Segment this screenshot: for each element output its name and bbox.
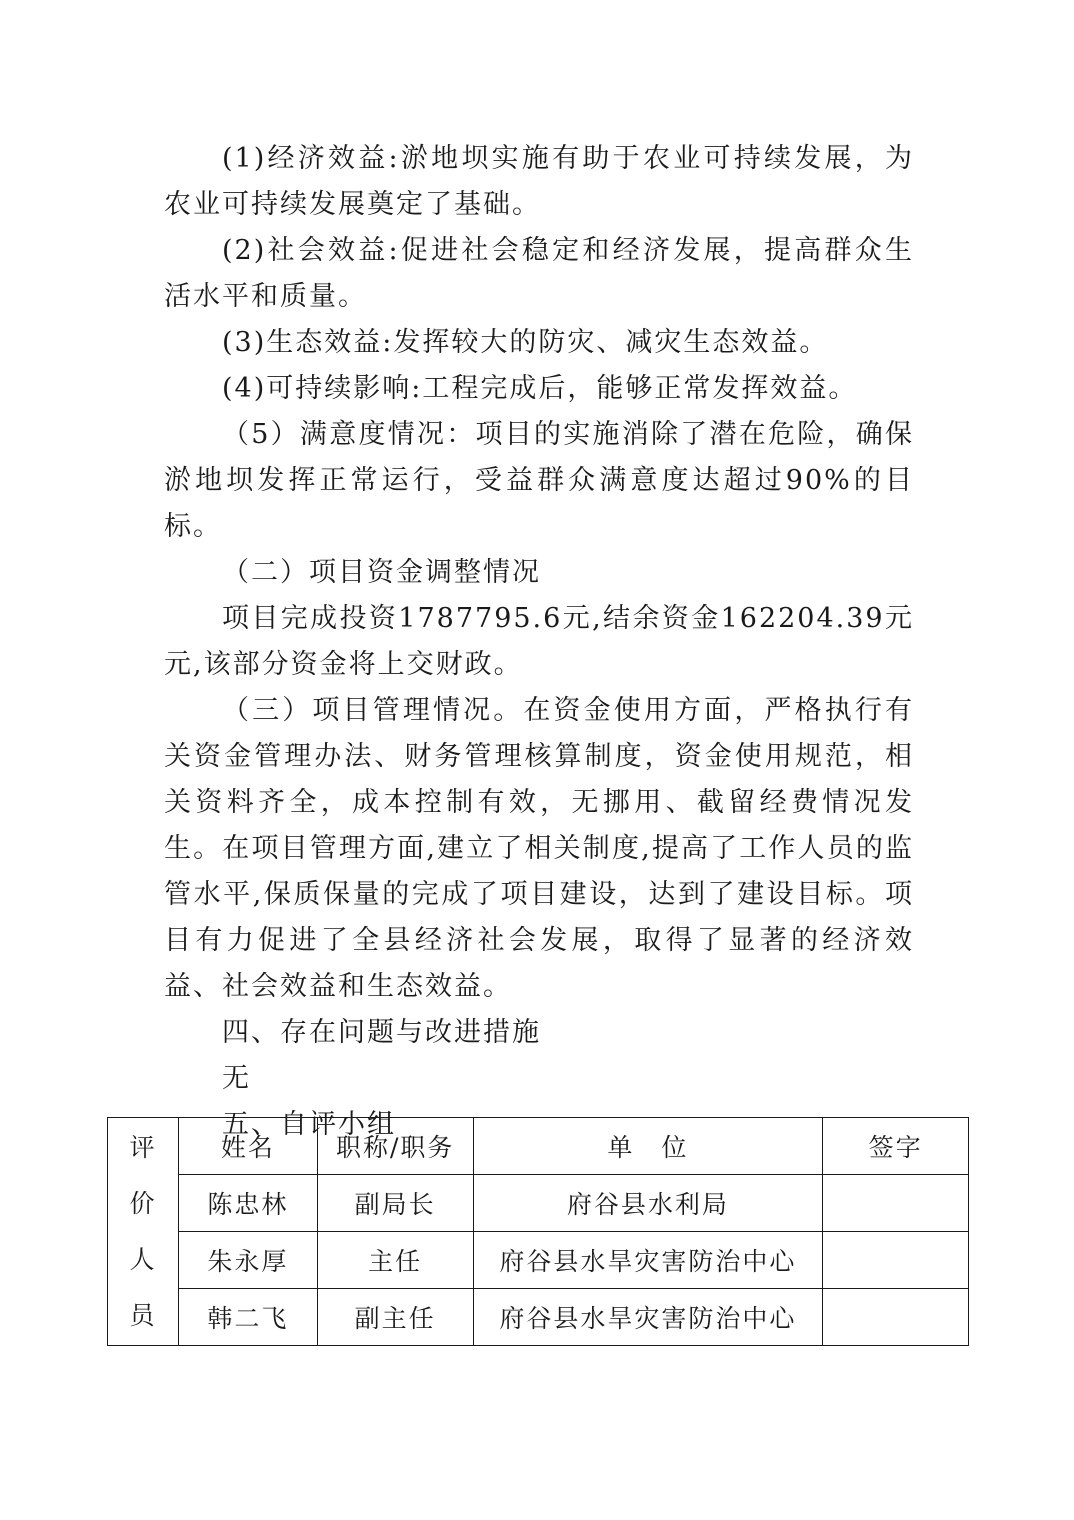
member-title: 主任 bbox=[317, 1232, 473, 1289]
member-unit: 府谷县水利局 bbox=[473, 1175, 823, 1232]
paragraph-fund-adjustment: 项目完成投资1787795.6元,结余资金162204.39元元,该部分资金将上交财政。 bbox=[164, 603, 914, 680]
table-row bbox=[108, 1232, 969, 1289]
member-unit: 府谷县水旱灾害防治中心 bbox=[473, 1232, 823, 1289]
paragraph-sustainable-impact: (4)可持续影响:工程完成后，能够正常发挥效益。 bbox=[222, 373, 858, 404]
table-row bbox=[108, 1289, 969, 1346]
paragraph-ecological-benefit: (3)生态效益:发挥较大的防灾、减灾生态效益。 bbox=[222, 327, 829, 358]
header-signature: 签字 bbox=[823, 1118, 969, 1175]
paragraph-issues-none: 无 bbox=[222, 1063, 251, 1094]
table-row bbox=[108, 1175, 969, 1232]
heading-fund-adjustment: （二）项目资金调整情况 bbox=[222, 557, 541, 588]
member-title: 副局长 bbox=[317, 1175, 473, 1232]
member-signature bbox=[823, 1232, 969, 1289]
member-title: 副主任 bbox=[317, 1289, 473, 1346]
table-header-row bbox=[108, 1118, 969, 1175]
side-label-char: 员 bbox=[129, 1300, 157, 1330]
body-text bbox=[164, 136, 914, 1148]
header-title: 职称/职务 bbox=[317, 1118, 473, 1175]
side-label-char: 人 bbox=[129, 1244, 157, 1274]
header-unit: 单 位 bbox=[473, 1118, 823, 1175]
heading-issues-improvements: 四、存在问题与改进措施 bbox=[222, 1017, 541, 1048]
evaluators-side-label bbox=[108, 1118, 179, 1346]
member-signature bbox=[823, 1289, 969, 1346]
side-label-char: 评 bbox=[129, 1132, 157, 1162]
member-unit: 府谷县水旱灾害防治中心 bbox=[473, 1289, 823, 1346]
member-name: 陈忠林 bbox=[178, 1175, 317, 1232]
side-label-char: 价 bbox=[129, 1188, 157, 1218]
member-name: 朱永厚 bbox=[178, 1232, 317, 1289]
member-name: 韩二飞 bbox=[178, 1289, 317, 1346]
paragraph-satisfaction: （5）满意度情况：项目的实施消除了潜在危险，确保淤地坝发挥正常运行，受益群众满意度达超过90%的目标。 bbox=[164, 419, 914, 542]
evaluation-team-table bbox=[107, 1117, 969, 1346]
header-name: 姓名 bbox=[178, 1118, 317, 1175]
paragraph-social-benefit: (2)社会效益:促进社会稳定和经济发展，提高群众生活水平和质量。 bbox=[164, 235, 914, 312]
paragraph-economic-benefit: (1)经济效益:淤地坝实施有助于农业可持续发展，为农业可持续发展奠定了基础。 bbox=[164, 143, 914, 220]
heading-self-evaluation-team: 五、自评小组 bbox=[222, 1109, 396, 1140]
member-signature bbox=[823, 1175, 969, 1232]
paragraph-project-management: （三）项目管理情况。在资金使用方面，严格执行有关资金管理办法、财务管理核算制度，资金使用规范，相关资料齐全，成本控制有效，无挪用、截留经费情况发生。在项目管理方面,建立了相关制度,提高了工作人员的监管水平,保质保量的完成了项目建设，达到了建设目标。项目有力促进了全县经济社会发展，取得了显著的经济效益、社会效益和生态效益。 bbox=[164, 695, 914, 1002]
